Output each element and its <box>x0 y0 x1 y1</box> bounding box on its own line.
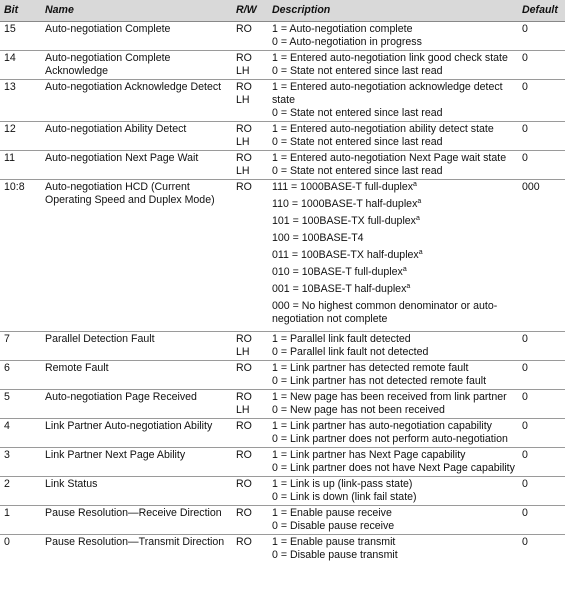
cell-rw <box>232 477 268 506</box>
hcd-option-text: 000 = No highest common denominator or auto-negotiation not complete <box>272 300 498 325</box>
description-line: 0 = State not entered since last read <box>272 165 443 177</box>
table-row <box>0 506 565 535</box>
rw-value: LH <box>236 165 250 177</box>
header-default: Default <box>518 0 565 22</box>
rw-value: LH <box>236 136 250 148</box>
description-line: 1 = Link is up (link-pass state) <box>272 478 413 490</box>
cell-rw <box>232 448 268 477</box>
table-row <box>0 477 565 506</box>
description-line: 1 = New page has been received from link partner <box>272 391 507 403</box>
cell-bit: 1 <box>0 506 41 535</box>
rw-value: RO <box>236 478 252 490</box>
cell-default: 0 <box>518 361 565 390</box>
rw-value: RO <box>236 391 252 403</box>
cell-description <box>268 361 518 390</box>
cell-name: Auto-negotiation Complete Acknowledge <box>41 51 232 80</box>
hcd-option <box>272 215 515 228</box>
footnote-marker: a <box>413 181 417 188</box>
cell-bit: 12 <box>0 122 41 151</box>
cell-rw <box>232 51 268 80</box>
table-row <box>0 22 565 51</box>
header-name: Name <box>41 0 232 22</box>
description-line: 1 = Link partner has auto-negotiation capability <box>272 420 492 432</box>
hcd-option <box>272 300 515 326</box>
table-body <box>0 22 565 564</box>
hcd-option <box>272 232 515 245</box>
description-line: 1 = Enable pause transmit <box>272 536 396 548</box>
cell-name: Pause Resolution—Transmit Direction <box>45 536 225 548</box>
cell-rw <box>232 535 268 564</box>
description-line: 1 = Entered auto-negotiation acknowledge detect state <box>272 81 503 106</box>
header-rw: R/W <box>232 0 268 22</box>
hcd-option-text: 100 = 100BASE-T4 <box>272 232 364 244</box>
cell-rw <box>232 390 268 419</box>
footnote-marker: a <box>418 249 423 256</box>
description-line: 0 = State not entered since last read <box>272 136 443 148</box>
cell-name: Remote Fault <box>41 361 232 390</box>
description-line: 0 = Link is down (link fail state) <box>272 491 417 503</box>
hcd-option <box>272 249 515 262</box>
description-line: 1 = Auto-negotiation complete <box>272 23 413 35</box>
table-row <box>0 122 565 151</box>
description-line: 0 = Disable pause receive <box>272 520 395 532</box>
cell-rw <box>232 506 268 535</box>
description-line: 1 = Enable pause receive <box>272 507 392 519</box>
cell-default: 0 <box>518 332 565 361</box>
cell-name: Auto-negotiation Ability Detect <box>41 122 232 151</box>
cell-default: 0 <box>518 151 565 180</box>
cell-default: 0 <box>518 51 565 80</box>
description-line: 0 = New page has not been received <box>272 404 445 416</box>
cell-name: Auto-negotiation Complete <box>41 22 232 51</box>
cell-name: Auto-negotiation Page Received <box>41 390 232 419</box>
description-line: 1 = Entered auto-negotiation Next Page wait state <box>272 152 507 164</box>
rw-value: RO <box>236 81 252 93</box>
rw-value: RO <box>236 449 252 461</box>
table-row <box>0 390 565 419</box>
cell-bit: 5 <box>0 390 41 419</box>
cell-default: 0 <box>518 419 565 448</box>
rw-value: RO <box>236 362 252 374</box>
rw-value: RO <box>236 181 252 193</box>
cell-description <box>268 151 518 180</box>
rw-value: LH <box>236 65 250 77</box>
cell-name: Link Partner Next Page Ability <box>41 448 232 477</box>
cell-rw <box>232 80 268 122</box>
rw-value: RO <box>236 420 252 432</box>
description-line: 1 = Link partner has detected remote fault <box>272 362 469 374</box>
description-line: 0 = Disable pause transmit <box>272 549 398 561</box>
cell-description <box>268 122 518 151</box>
cell-default: 0 <box>518 80 565 122</box>
rw-value: RO <box>236 123 252 135</box>
cell-bit: 11 <box>0 151 41 180</box>
cell-bit: 3 <box>0 448 41 477</box>
cell-default: 0 <box>518 477 565 506</box>
hcd-option-text: 101 = 100BASE-TX full-duplex <box>272 215 416 227</box>
cell-rw <box>232 122 268 151</box>
table-header <box>0 0 565 22</box>
cell-rw <box>232 180 268 332</box>
description-line: 0 = Link partner does not have Next Page capability <box>272 462 515 474</box>
description-line: 0 = Link partner does not perform auto-negotiation <box>272 433 508 445</box>
table-row <box>0 535 565 564</box>
cell-description <box>268 51 518 80</box>
table-row <box>0 80 565 122</box>
cell-description <box>268 477 518 506</box>
hcd-option-text: 111 = 1000BASE-T full-duplex <box>272 181 414 193</box>
cell-rw <box>232 419 268 448</box>
cell-bit: 13 <box>0 80 41 122</box>
table-row <box>0 151 565 180</box>
footnote-marker: a <box>417 198 422 205</box>
rw-value: RO <box>236 152 252 164</box>
cell-description <box>268 419 518 448</box>
description-line: 0 = Parallel link fault not detected <box>272 346 429 358</box>
cell-default: 0 <box>518 22 565 51</box>
description-line: 1 = Link partner has Next Page capability <box>272 449 466 461</box>
rw-value: RO <box>236 52 252 64</box>
footnote-marker: a <box>402 266 407 273</box>
hcd-option-text: 010 = 10BASE-T full-duplex <box>272 266 403 278</box>
table-row <box>0 419 565 448</box>
header-bit: Bit <box>0 0 41 22</box>
cell-bit: 2 <box>0 477 41 506</box>
cell-default: 0 <box>518 506 565 535</box>
table-row <box>0 448 565 477</box>
description-line: 1 = Entered auto-negotiation ability detect state <box>272 123 494 135</box>
cell-name: Pause Resolution—Receive Direction <box>41 506 232 535</box>
rw-value: LH <box>236 404 250 416</box>
cell-name: Link Status <box>41 477 232 506</box>
cell-rw <box>232 361 268 390</box>
rw-value: RO <box>236 333 252 345</box>
rw-value: LH <box>236 94 250 106</box>
hcd-option-text: 110 = 1000BASE-T half-duplex <box>272 198 418 210</box>
cell-rw <box>232 22 268 51</box>
cell-name: Auto-negotiation HCD (Current Operating Speed and Duplex Mode) <box>41 180 232 332</box>
rw-value: LH <box>236 346 250 358</box>
cell-description <box>268 22 518 51</box>
cell-rw <box>232 332 268 361</box>
rw-value: RO <box>236 507 252 519</box>
table-row <box>0 361 565 390</box>
table-row <box>0 180 565 332</box>
rw-value: RO <box>236 23 252 35</box>
description-line: 0 = State not entered since last read <box>272 107 443 119</box>
cell-bit: 14 <box>0 51 41 80</box>
description-line: 1 = Entered auto-negotiation link good check state <box>272 52 508 64</box>
cell-default: 0 <box>522 536 528 548</box>
hcd-option <box>272 198 515 211</box>
cell-description <box>268 535 518 564</box>
cell-bit: 6 <box>0 361 41 390</box>
footnote-marker: a <box>406 283 411 290</box>
hcd-option-text: 011 = 100BASE-TX half-duplex <box>272 249 419 261</box>
cell-bit: 10:8 <box>0 180 41 332</box>
cell-description <box>268 506 518 535</box>
cell-description <box>268 80 518 122</box>
header-description: Description <box>268 0 518 22</box>
cell-default: 000 <box>518 180 565 332</box>
cell-name: Auto-negotiation Acknowledge Detect <box>41 80 232 122</box>
cell-rw <box>232 151 268 180</box>
cell-bit: 7 <box>0 332 41 361</box>
cell-description <box>268 390 518 419</box>
rw-value: RO <box>236 536 252 548</box>
cell-description <box>268 180 518 332</box>
description-line: 1 = Parallel link fault detected <box>272 333 411 345</box>
table-row <box>0 51 565 80</box>
cell-name: Auto-negotiation Next Page Wait <box>41 151 232 180</box>
description-line: 0 = Auto-negotiation in progress <box>272 36 422 48</box>
table-row <box>0 332 565 361</box>
cell-default: 0 <box>518 448 565 477</box>
cell-description <box>268 448 518 477</box>
cell-name: Parallel Detection Fault <box>41 332 232 361</box>
cell-bit: 0 <box>4 536 10 548</box>
description-line: 0 = Link partner has not detected remote fault <box>272 375 487 387</box>
cell-bit: 4 <box>0 419 41 448</box>
footnote-marker: a <box>415 215 420 222</box>
cell-default: 0 <box>518 390 565 419</box>
hcd-option <box>272 266 515 279</box>
hcd-option <box>272 181 515 194</box>
cell-description <box>268 332 518 361</box>
cell-default: 0 <box>518 122 565 151</box>
description-line: 0 = State not entered since last read <box>272 65 443 77</box>
hcd-option <box>272 283 515 296</box>
cell-name: Link Partner Auto-negotiation Ability <box>41 419 232 448</box>
hcd-option-text: 001 = 10BASE-T half-duplex <box>272 283 407 295</box>
cell-bit: 15 <box>0 22 41 51</box>
